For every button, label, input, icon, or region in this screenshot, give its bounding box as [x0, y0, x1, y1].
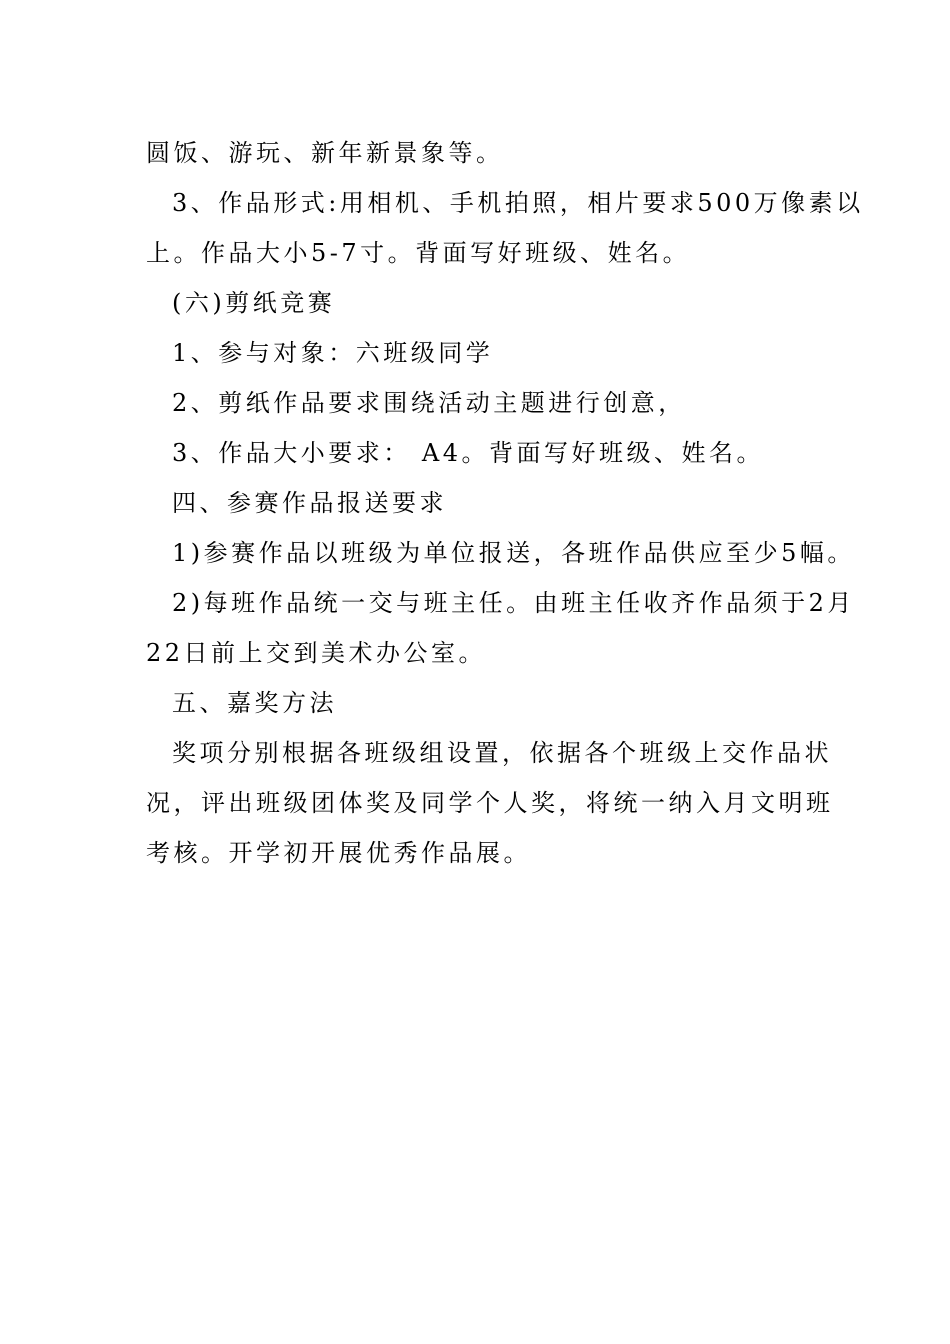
text-line-15: 考核。开学初开展优秀作品展。: [146, 839, 531, 867]
text-line-3: 上。作品大小5-7寸。背面写好班级、姓名。: [146, 239, 691, 267]
document-body: [146, 128, 864, 878]
text-line-11: 22日前上交到美术办公室。: [146, 639, 487, 667]
section-heading-awards: 五、嘉奖方法: [172, 689, 337, 717]
text-line-6: 2、剪纸作品要求围绕活动主题进行创意，: [172, 389, 686, 417]
section-heading-paper-cutting: (六)剪纸竞赛: [172, 289, 336, 317]
text-line-2: 3、作品形式:用相机、手机拍照，相片要求500万像素以: [172, 189, 864, 217]
text-line-9: 1)参赛作品以班级为单位报送，各班作品供应至少5幅。: [172, 539, 855, 567]
text-line-14: 况，评出班级团体奖及同学个人奖，将统一纳入月文明班: [146, 789, 834, 817]
text-line-13: 奖项分别根据各班级组设置，依据各个班级上交作品状: [172, 739, 832, 767]
text-line-7: 3、作品大小要求： A4。背面写好班级、姓名。: [172, 439, 764, 467]
text-line-1: 圆饭、游玩、新年新景象等。: [146, 139, 504, 167]
text-line-10: 2)每班作品统一交与班主任。由班主任收齐作品须于2月: [172, 589, 855, 617]
section-heading-submission: 四、参赛作品报送要求: [172, 489, 447, 517]
text-line-5: 1、参与对象：六班级同学: [172, 339, 494, 367]
